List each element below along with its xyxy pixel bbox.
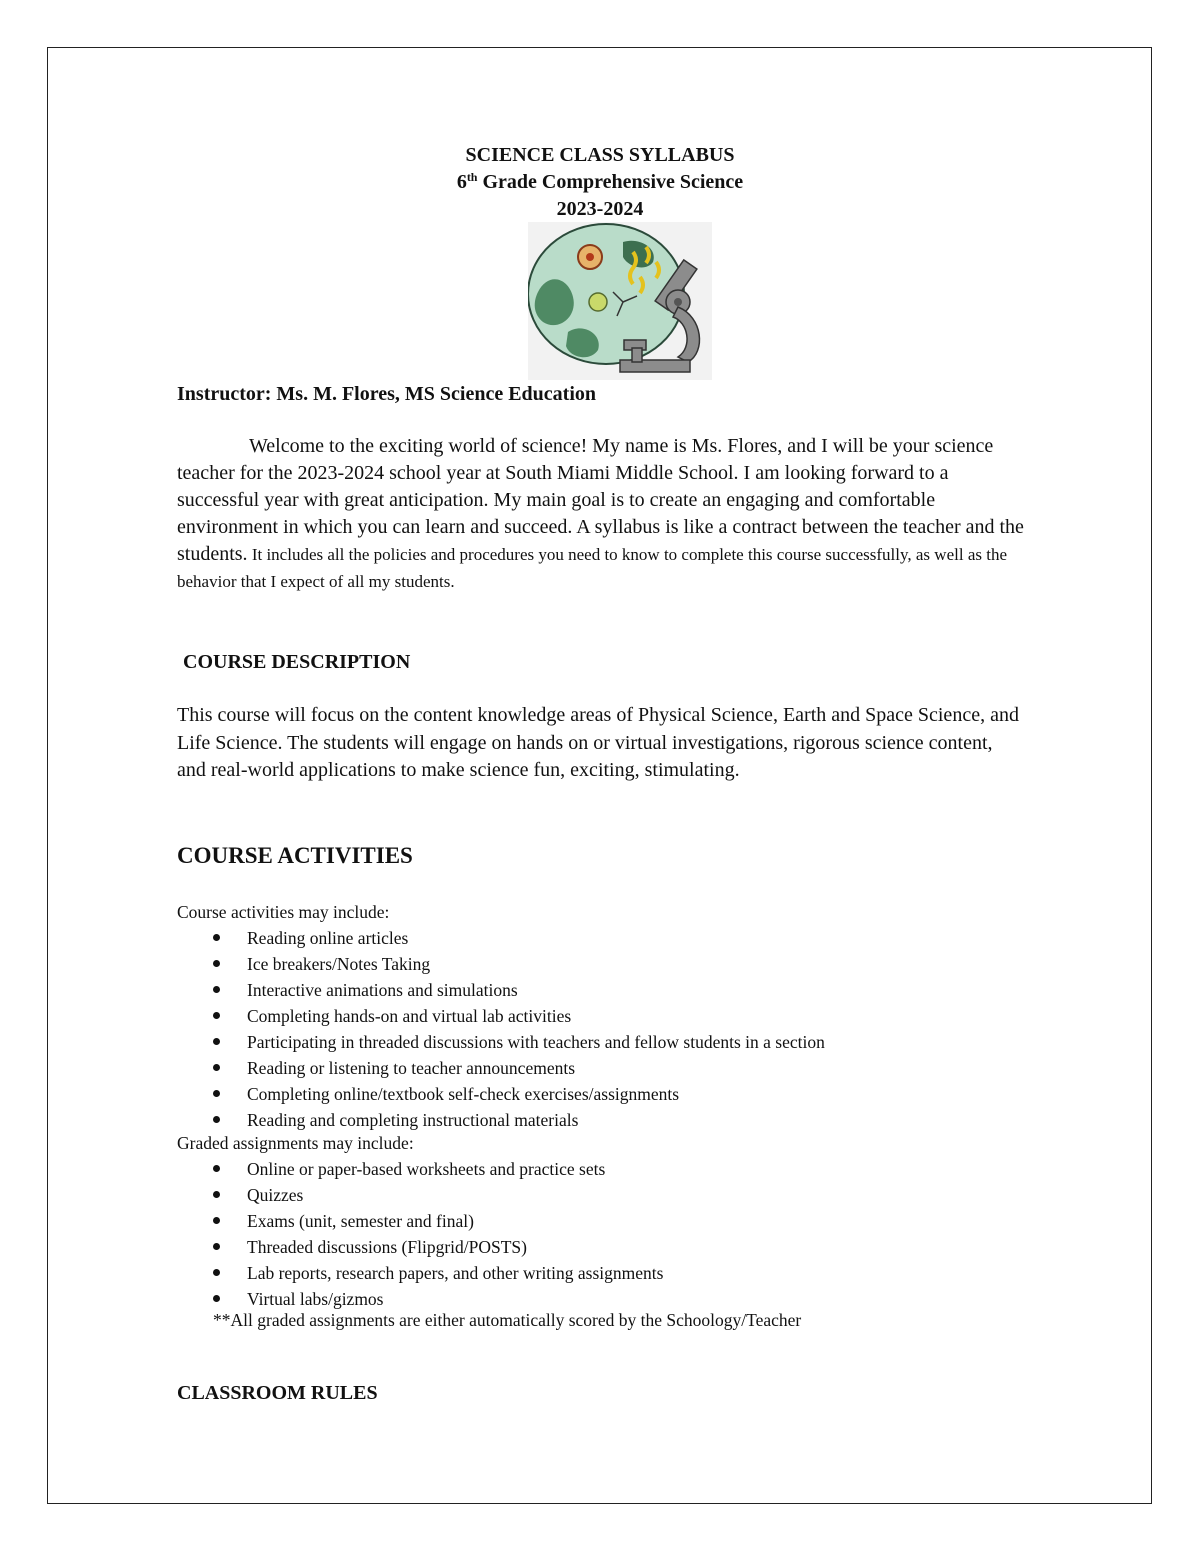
science-globe-microscope-icon bbox=[528, 222, 712, 380]
list-item: Online or paper-based worksheets and practice sets bbox=[213, 1156, 663, 1182]
list-item: Virtual labs/gizmos bbox=[213, 1286, 663, 1312]
course-description-heading: COURSE DESCRIPTION bbox=[183, 651, 411, 673]
grade-number: 6 bbox=[456, 171, 467, 193]
list-item: Lab reports, research papers, and other writing assignments bbox=[213, 1260, 663, 1286]
welcome-small-text: It includes all the policies and procedures you need to know to complete this course successfully, as well as the behavior that I expect of all my students. bbox=[177, 545, 1008, 591]
welcome-main-text: Welcome to the exciting world of science! My name is Ms. Flores, and I will be your science teacher for the 2023-2024 school year at South Miami Middle School. I am looking forward to a successful year with great anticipation. My main goal is to create an engaging and comfortable environment in which you can learn and succeed. A syllabus is like a contract between the teacher and the students. bbox=[177, 435, 1024, 565]
list-item: Exams (unit, semester and final) bbox=[213, 1208, 663, 1234]
list-item: Reading and completing instructional materials bbox=[213, 1107, 825, 1133]
list-item: Interactive animations and simulations bbox=[213, 977, 825, 1003]
list-item: Reading online articles bbox=[213, 925, 825, 951]
list-item: Quizzes bbox=[213, 1182, 663, 1208]
classroom-rules-heading: CLASSROOM RULES bbox=[177, 1382, 378, 1404]
syllabus-title: SCIENCE CLASS SYLLABUS bbox=[465, 144, 735, 166]
list-item: Completing online/textbook self-check exercises/assignments bbox=[213, 1081, 825, 1107]
list-item: Ice breakers/Notes Taking bbox=[213, 951, 825, 977]
grade-rest: Grade Comprehensive Science bbox=[477, 171, 744, 193]
course-activities-heading: COURSE ACTIVITIES bbox=[177, 843, 413, 868]
course-title bbox=[0, 169, 1200, 196]
list-item: Reading or listening to teacher announcements bbox=[213, 1055, 825, 1081]
graded-list bbox=[213, 1156, 663, 1312]
grading-note: **All graded assignments are either automatically scored by the Schoology/Teacher bbox=[213, 1310, 802, 1330]
course-description-body: This course will focus on the content knowledge areas of Physical Science, Earth and Space Science, and Life Science. The students will engage on hands on or virtual investigations, rigorous science content, and real-world applications to make science fun, exciting, stimulating. bbox=[177, 704, 1019, 781]
activities-label: Course activities may include: bbox=[177, 902, 390, 922]
list-item: Threaded discussions (Flipgrid/POSTS) bbox=[213, 1234, 663, 1260]
list-item: Participating in threaded discussions with teachers and fellow students in a section bbox=[213, 1029, 825, 1055]
activities-list bbox=[213, 925, 825, 1133]
welcome-paragraph bbox=[177, 433, 1025, 595]
graded-label: Graded assignments may include: bbox=[177, 1133, 414, 1153]
instructor-name: Instructor: Ms. M. Flores, MS Science Education bbox=[177, 383, 597, 405]
school-year: 2023-2024 bbox=[556, 198, 644, 220]
grade-superscript: th bbox=[466, 170, 478, 184]
list-item: Completing hands-on and virtual lab activities bbox=[213, 1003, 825, 1029]
